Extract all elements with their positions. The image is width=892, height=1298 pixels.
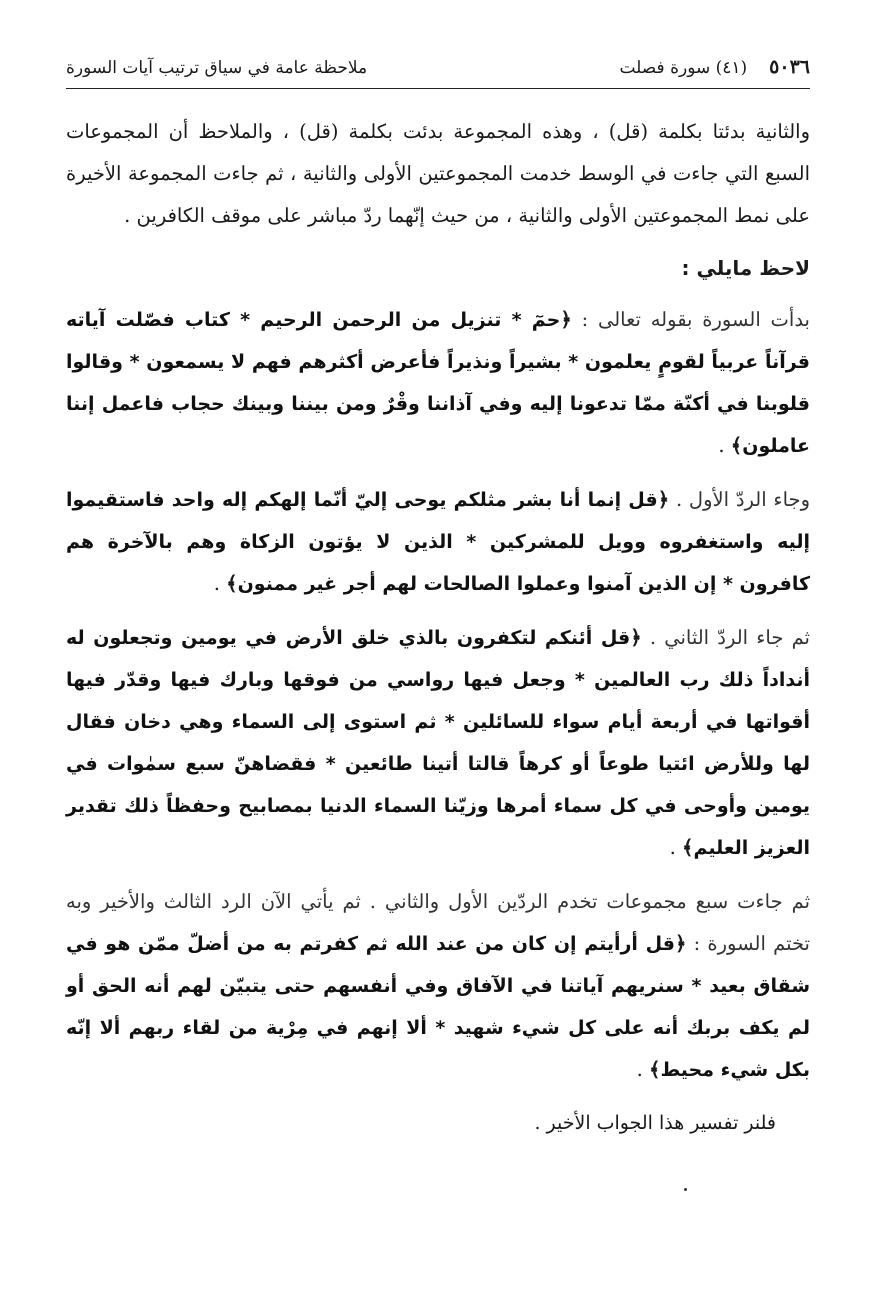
open-bracket: ﴿ <box>630 626 642 649</box>
paragraph-first-reply <box>66 479 810 605</box>
paragraph-second-reply <box>66 617 810 869</box>
open-bracket: ﴿ <box>560 308 572 331</box>
close-bracket: ﴾ <box>226 572 238 595</box>
running-header <box>66 56 810 89</box>
subheading: لاحظ مايلي : <box>681 256 810 280</box>
print-speck <box>684 1188 687 1191</box>
quran-quote: قل أرأيتم إن كان من عند الله ثم كفرتم به من أضلّ ممّن هو في شقاق بعيد * سنريهم آياتنا في الآفاق وفي أنفسهم حتى يتبيّن لهم أنه الحق أو لم يكف بربك أنه على كل شيء شهيد * ألا إنهم في مِرْية من لقاء ربهم ألا إنّه بكل شيء محيط <box>66 933 810 1081</box>
closing-line: فلنر تفسير هذا الجواب الأخير . <box>534 1112 776 1134</box>
quran-quote: قل أئنكم لتكفرون بالذي خلق الأرض في يومين وتجعلون له أنداداً ذلك رب العالمين * وجعل فيها رواسي من فوقها وبارك فيها وقدّر فيها أقواتها في أربعة أيام سواء للسائلين * ثم استوى إلى السماء وهي دخان فقال لها وللأرض ائتيا طوعاً أو كرهاً قالتا أتينا طائعين * فقضاهنّ سبع سمٰوات في يومين وأوحى في كل سماء أمرها وزيّنا السماء الدنيا بمصابيح وحفظاً ذلك تقدير العزيز العليم <box>66 627 810 859</box>
section-title: ملاحظة عامة في سياق ترتيب آيات السورة <box>66 58 368 78</box>
paragraph-intro: وجاء الردّ الأول . <box>675 488 811 511</box>
close-bracket: ﴾ <box>730 434 743 457</box>
paragraph-intro: ثم جاءت سبع مجموعات تخدم الردّين الأول والثاني . ثم يأتي الآن الرد الثالث والأخير وبه تختم السورة : <box>66 890 810 955</box>
open-bracket: ﴿ <box>674 932 687 955</box>
sentence-end: . <box>636 1058 649 1081</box>
page-number: ٥٠٣٦ <box>769 56 810 78</box>
sentence-end: . <box>669 836 683 859</box>
open-bracket: ﴿ <box>657 488 670 511</box>
header-right-group <box>619 56 810 78</box>
close-bracket: ﴾ <box>649 1058 661 1081</box>
paragraph-intro: ثم جاء الردّ الثاني . <box>649 626 810 649</box>
close-bracket: ﴾ <box>682 836 694 859</box>
surah-reference: (٤١) سورة فصلت <box>619 58 748 78</box>
paragraph-summary: والثانية بدئتا بكلمة (قل) ، وهذه المجموعة بدئت بكلمة (قل) ، والملاحظ أن المجموعات السبع التي جاءت في الوسط خدمت المجموعتين الأولى والثانية ، ثم جاءت المجموعة الأخيرة على نمط المجموعتين الأولى والثانية ، من حيث إنّهما ردّ مباشر على موقف الكافرين . <box>66 120 810 227</box>
paragraph-opening-verses <box>66 299 810 467</box>
quran-quote: حمٓ * تنزيل من الرحمن الرحيم * كتاب فصّلت آياته قرآناً عربياً لقومٍ يعلمون * بشيراً ونذيراً فأعرض أكثرهم فهم لا يسمعون * وقالوا قلوبنا في أكنّة ممّا تدعونا إليه وفي آذاننا وقْرٌ ومن بيننا وبينك حجاب فاعمل إننا عاملون <box>66 309 810 457</box>
paragraph-third-reply <box>66 881 810 1091</box>
sentence-end: . <box>718 434 731 457</box>
sentence-end: . <box>213 572 227 595</box>
paragraph-intro: بدأت السورة بقوله تعالى : <box>581 308 810 331</box>
quran-quote: قل إنما أنا بشر مثلكم يوحى إليّ أنّما إلهكم إله واحد فاستقيموا إليه واستغفروه وويل للمشركين * الذين لا يؤتون الزكاة وهم بالآخرة هم كافرون * إن الذين آمنوا وعملوا الصالحات لهم أجر غير ممنون <box>66 489 810 595</box>
